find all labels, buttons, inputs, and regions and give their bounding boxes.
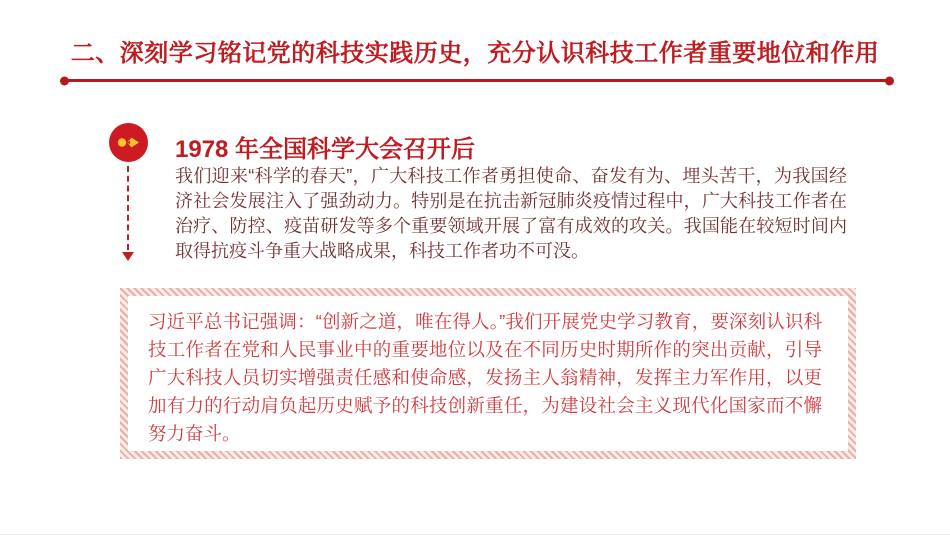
section-paragraph: 我们迎来“科学的春天”，广大科技工作者勇担使命、奋发有为、埋头苦干，为我国经济社会发展注入了强劲动力。特别是在抗击新冠肺炎疫情过程中，广大科技工作者在治疗、防控、疫苗研发等多个重要领域开展了富有成效的攻关。我国能在较短时间内取得抗疫斗争重大战略成果，科技工作者功不可没。 (175, 166, 847, 261)
quote-inner (128, 296, 848, 451)
arrow-down-icon (122, 252, 134, 261)
title-underline (62, 79, 892, 82)
timeline-marker (109, 123, 148, 162)
timeline-dashed-line (127, 166, 129, 250)
quote-box (120, 288, 856, 459)
rule-right-dot (885, 76, 894, 85)
slide-title: 二、深刻学习铭记党的科技实践历史，充分认识科技工作者重要地位和作用 (70, 40, 880, 67)
pen-nib-icon (117, 135, 140, 150)
quote-text: 习近平总书记强调：“创新之道，唯在得人。”我们开展党史学习教育，要深刻认识科技工作者在党和人民事业中的重要地位以及在不同历史时期所作的突出贡献，引导广大科技人员切实增强责任感和使命感，发扬主人翁精神，发挥主力军作用，以更加有力的行动肩负起历史赋予的科技创新重任，为建设社会主义现代化国家而不懈努力奋斗。 (148, 311, 822, 444)
rule-left-dot (60, 76, 69, 85)
section-heading: 1978 年全国科学大会召开后 (175, 136, 476, 163)
